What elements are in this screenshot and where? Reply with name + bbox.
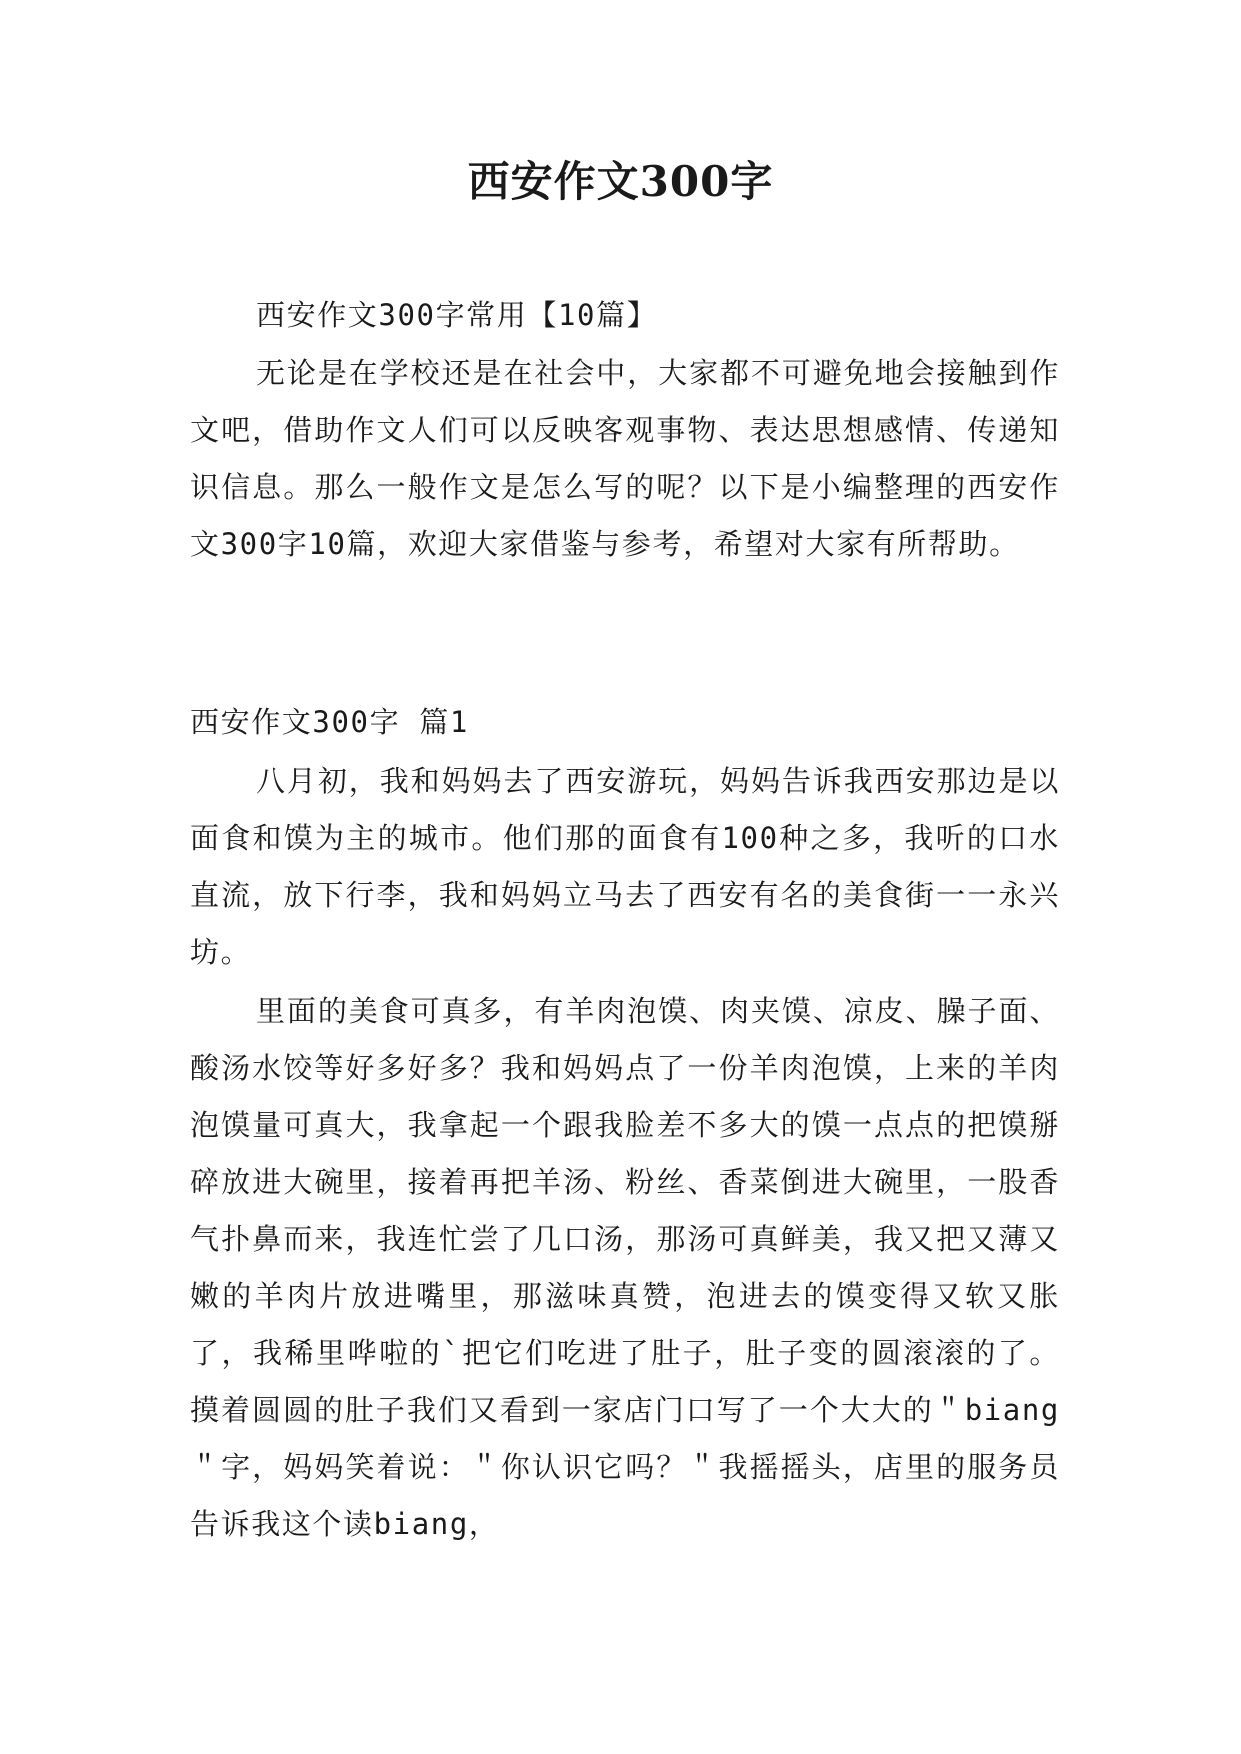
- section-paragraph: 八月初，我和妈妈去了西安游玩，妈妈告诉我西安那边是以面食和馍为主的城市。他们那的面食有100种之多，我听的口水直流，放下行李，我和妈妈立马去了西安有名的美食街一一永兴坊。: [190, 764, 1060, 969]
- document-subtitle: 西安作文300字常用【10篇】: [256, 298, 658, 332]
- section-heading: 西安作文300字 篇1: [190, 705, 469, 739]
- section-paragraph: 里面的美食可真多，有羊肉泡馍、肉夹馍、凉皮、臊子面、酸汤水饺等好多好多？我和妈妈点了一份羊肉泡馍，上来的羊肉泡馍量可真大，我拿起一个跟我脸差不多大的馍一点点的把馍掰碎放进大碗里，接着再把羊汤、粉丝、香菜倒进大碗里，一股香气扑鼻而来，我连忙尝了几口汤，那汤可真鲜美，我又把又薄又嫩的羊肉片放进嘴里，那滋味真赞，泡进去的馍变得又软又胀了，我稀里哗啦的`把它们吃进了肚子，肚子变的圆滚滚的了。摸着圆圆的肚子我们又看到一家店门口写了一个大大的＂biang＂字，妈妈笑着说：＂你认识它吗？＂我摇摇头，店里的服务员告诉我这个读biang，: [190, 994, 1060, 1541]
- document-title: 西安作文300字: [467, 157, 774, 206]
- intro-paragraph: 无论是在学校还是在社会中，大家都不可避免地会接触到作文吧，借助作文人们可以反映客观事物、表达思想感情、传递知识信息。那么一般作文是怎么写的呢？以下是小编整理的西安作文300字10篇，欢迎大家借鉴与参考，希望对大家有所帮助。: [190, 356, 1060, 561]
